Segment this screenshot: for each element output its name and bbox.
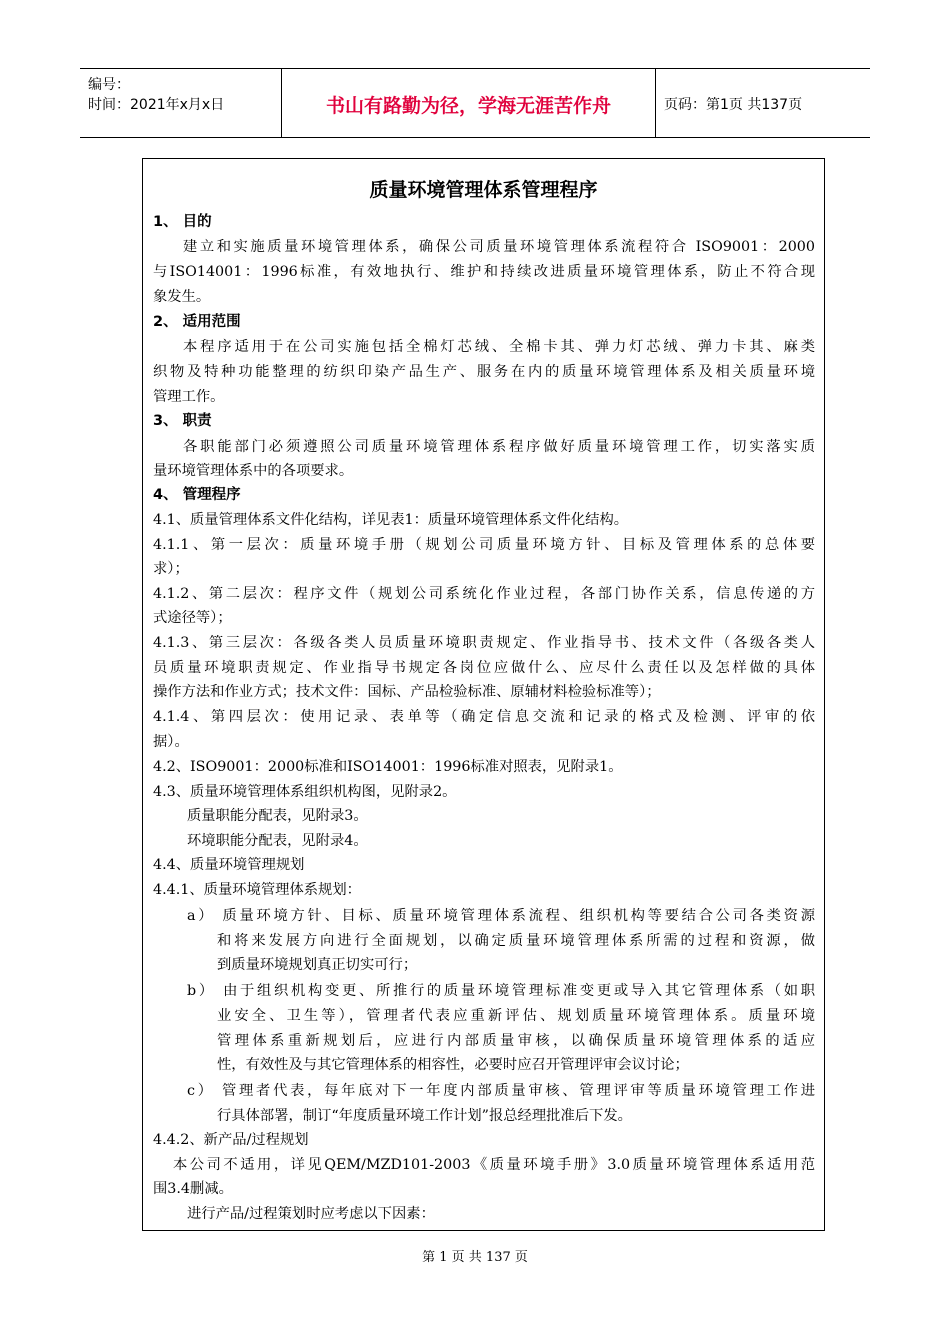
body-text-line: 求）； — [153, 561, 189, 577]
body-text-line: 围3.4删减。 — [153, 1181, 233, 1197]
code-label: 编号： — [88, 77, 130, 93]
body-text-line: 与ISO14001：1996标准，有效地执行、维护和持续改进质量环境管理体系，防止不符合现 — [153, 264, 815, 280]
body-text-line: 4.4.2、新产品/过程规划 — [153, 1132, 309, 1148]
page-footer — [0, 1246, 950, 1265]
motto-text: 书山有路勤为径，学海无涯苦作舟 — [325, 95, 611, 117]
page-header — [80, 68, 870, 138]
body-text-line: 业安全、卫生等），管理者代表应重新评估、规划质量环境管理体系。质量环境 — [217, 1008, 815, 1024]
header-page-cell — [656, 69, 870, 137]
header-meta-cell — [80, 69, 282, 137]
body-text-line: a） 质量环境方针、目标、质量环境管理体系流程、组织机构等要结合公司各类资源 — [187, 908, 815, 924]
body-text-line: 质量职能分配表，见附录3。 — [187, 808, 368, 824]
body-text-line: 4.3、质量环境管理体系组织机构图，见附录2。 — [153, 784, 457, 800]
body-text-line: 量环境管理体系中的各项要求。 — [153, 463, 354, 479]
section-heading: 4、 管理程序 — [153, 487, 241, 503]
body-text-line: 4.4、质量环境管理规划 — [153, 857, 305, 873]
section-heading: 3、 职责 — [153, 413, 212, 429]
body-text-line: 4.1、质量管理体系文件化结构，详见表1：质量环境管理体系文件化结构。 — [153, 512, 629, 528]
body-text-line: 4.2、ISO9001：2000标准和ISO14001：1996标准对照表，见附录1。 — [153, 759, 623, 775]
body-text-line: 式途径等）； — [153, 610, 232, 626]
body-text-line: 管理工作。 — [153, 389, 225, 405]
body-text-line: 4.1.1、第一层次：质量环境手册（规划公司质量环境方针、目标及管理体系的总体要 — [153, 537, 815, 553]
document-title: 质量环境管理体系管理程序 — [369, 179, 598, 201]
body-text-line: 性，有效性及与其它管理体系的相容性，必要时应召开管理评审会议讨论； — [217, 1057, 689, 1073]
body-text-line: 管理体系重新规划后，应进行内部质量审核，以确保质量环境管理体系的适应 — [217, 1033, 815, 1049]
body-text-line: 4.1.4、第四层次：使用记录、表单等（确定信息交流和记录的格式及检测、评审的依 — [153, 709, 815, 725]
section-heading: 1、 目的 — [153, 214, 212, 230]
body-text-line: b） 由于组织机构变更、所推行的质量环境管理标准变更或导入其它管理体系（如职 — [187, 983, 815, 999]
body-text-line: 行具体部署，制订“年度质量环境工作计划”报总经理批准后下发。 — [217, 1108, 632, 1124]
body-text-line: 和将来发展方向进行全面规划，以确定质量环境管理体系所需的过程和资源，做 — [217, 933, 815, 949]
body-text-line: 环境职能分配表，见附录4。 — [187, 833, 368, 849]
page-number-label: 页码：第1页 共137页 — [664, 97, 803, 113]
body-text-line: c） 管理者代表，每年底对下一年度内部质量审核、管理评审等质量环境管理工作进 — [187, 1083, 815, 1099]
body-text-line: 进行产品/过程策划时应考虑以下因素： — [187, 1206, 435, 1222]
body-text-line: 本程序适用于在公司实施包括全棉灯芯绒、全棉卡其、弹力灯芯绒、弹力卡其、麻类 — [183, 339, 815, 355]
time-label: 时间：2021年x月x日 — [88, 97, 225, 113]
body-text-line: 4.4.1、质量环境管理体系规划： — [153, 882, 361, 898]
body-text-line: 各职能部门必须遵照公司质量环境管理体系程序做好质量环境管理工作，切实落实质 — [183, 439, 815, 455]
body-text-line: 4.1.3、第三层次：各级各类人员质量环境职责规定、作业指导书、技术文件（各级各类人 — [153, 635, 815, 651]
document-frame — [142, 158, 825, 1231]
body-text-line: 4.1.2、第二层次：程序文件（规划公司系统化作业过程，各部门协作关系，信息传递的方 — [153, 586, 815, 602]
body-text-line: 据）。 — [153, 734, 189, 750]
body-text-line: 到质量环境规划真正切实可行； — [217, 957, 418, 973]
body-text-line: 员质量环境职责规定、作业指导书规定各岗位应做什么、应尽什么责任以及怎样做的具体 — [153, 660, 815, 676]
body-text-line: 操作方法和作业方式；技术文件：国标、产品检验标准、原辅材料检验标准等）； — [153, 684, 661, 700]
body-text-line: 象发生。 — [153, 289, 211, 305]
header-motto-cell — [282, 69, 656, 137]
body-text-line: 建立和实施质量环境管理体系，确保公司质量环境管理体系流程符合 ISO9001：2000 — [183, 239, 815, 255]
body-text-line: 织物及特种功能整理的纺织印染产品生产、服务在内的质量环境管理体系及相关质量环境 — [153, 364, 815, 380]
body-text-line: 本公司不适用，详见QEM/MZD101-2003《质量环境手册》3.0质量环境管理体系适用范 — [173, 1157, 815, 1173]
footer-page-text: 第 1 页 共 137 页 — [422, 1250, 528, 1265]
section-heading: 2、 适用范围 — [153, 314, 241, 330]
